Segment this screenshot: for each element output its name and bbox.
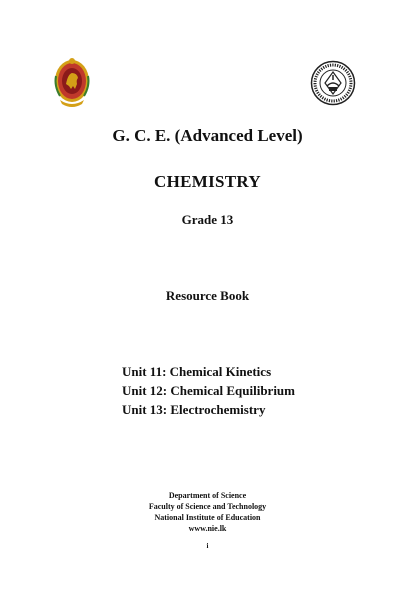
sri-lanka-emblem-icon <box>52 56 92 110</box>
grade-label: Grade 13 <box>181 212 234 227</box>
unit-item: Unit 11: Chemical Kinetics <box>122 364 272 379</box>
publisher-info <box>0 490 415 534</box>
department-name: Department of Science <box>168 491 247 500</box>
nie-seal-icon <box>310 60 356 106</box>
website-link: www.nie.lk <box>188 524 227 533</box>
units-list <box>122 362 295 419</box>
faculty-name: Faculty of Science and Technology <box>148 502 267 511</box>
subject-title: CHEMISTRY <box>154 172 261 191</box>
book-type-label: Resource Book <box>165 288 250 303</box>
unit-item: Unit 13: Electrochemistry <box>122 402 266 417</box>
exam-title: G. C. E. (Advanced Level) <box>112 126 303 145</box>
page-number: i <box>206 542 209 550</box>
institute-name: National Institute of Education <box>154 513 261 522</box>
unit-item: Unit 12: Chemical Equilibrium <box>122 383 295 398</box>
